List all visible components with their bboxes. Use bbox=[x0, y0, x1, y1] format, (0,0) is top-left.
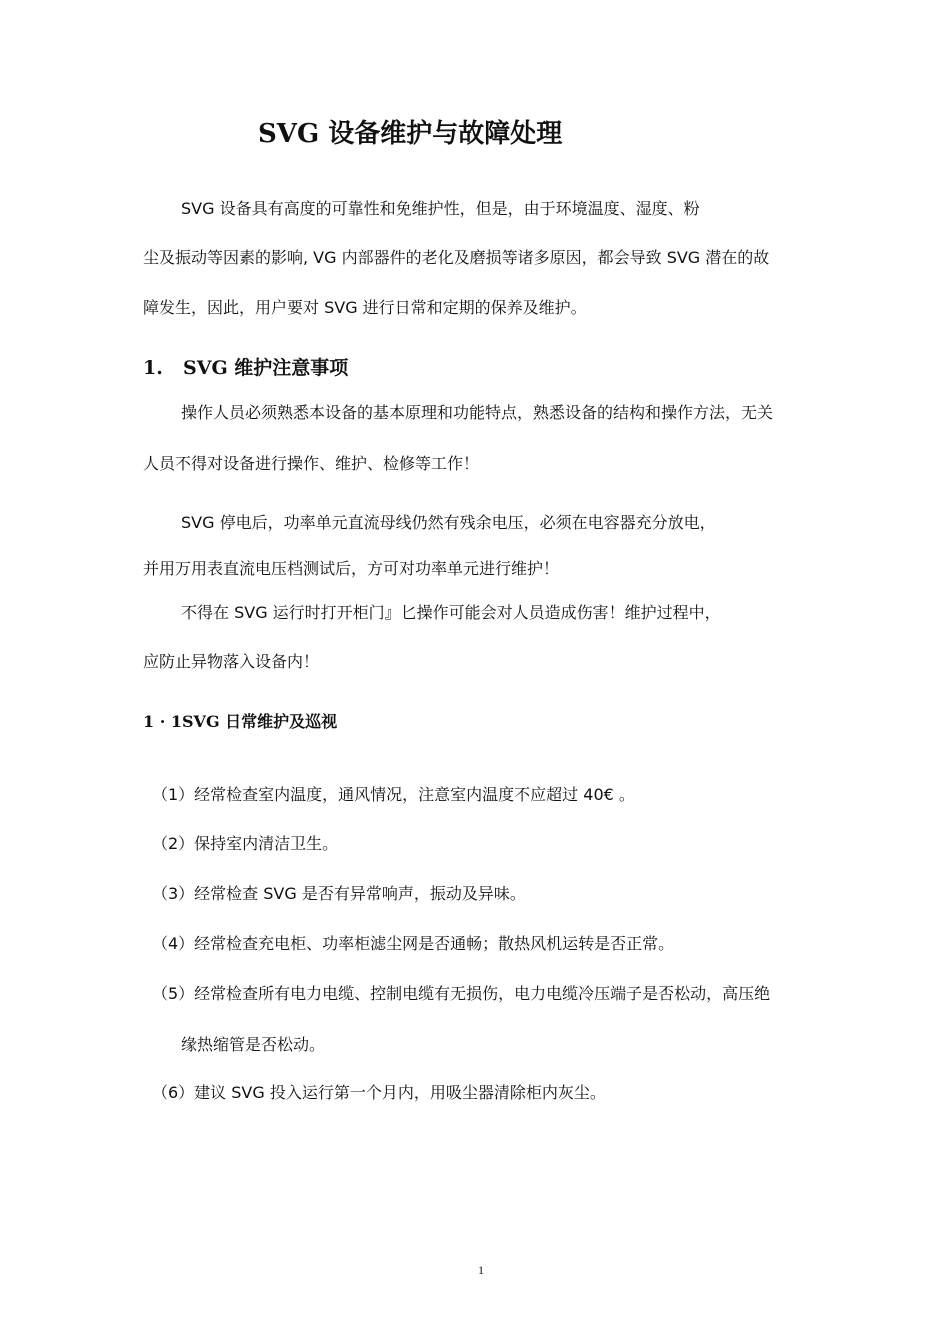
list-item: （2）保持室内清洁卫生。 bbox=[152, 834, 339, 853]
section-1-1-heading: 1 · 1SVG 日常维护及巡视 bbox=[143, 712, 338, 731]
intro-line-1: SVG 设备具有高度的可靠性和免维护性，但是，由于环境温度、湿度、粉 bbox=[181, 199, 700, 218]
section-1-number: 1. bbox=[143, 357, 163, 379]
list-item: （4）经常检查充电柜、功率柜滤尘网是否通畅；散热风机运转是否正常。 bbox=[152, 934, 675, 953]
section-1-paragraph-3-line-2: 应防止异物落入设备内！ bbox=[143, 652, 320, 671]
page-number: 1 bbox=[478, 1263, 484, 1277]
section-1-paragraph-2-line-2: 并用万用表直流电压档测试后，方可对功率单元进行维护！ bbox=[143, 559, 560, 578]
intro-line-3: 障发生，因此，用户要对 SVG 进行日常和定期的保养及维护。 bbox=[143, 298, 587, 317]
section-1-title: SVG 维护注意事项 bbox=[183, 357, 349, 379]
list-item: （1）经常检查室内温度，通风情况，注意室内温度不应超过 40€ 。 bbox=[152, 785, 635, 804]
section-1-paragraph-1-line-1: 操作人员必须熟悉本设备的基本原理和功能特点，熟悉设备的结构和操作方法，无关 bbox=[181, 403, 774, 422]
list-item: （5）经常检查所有电力电缆、控制电缆有无损伤，电力电缆冷压端子是否松动，高压绝 bbox=[152, 984, 771, 1003]
intro-line-2: 尘及振动等因素的影响, VG 内部器件的老化及磨损等诸多原因，都会导致 SVG 潜在的故 bbox=[143, 248, 770, 267]
section-1-paragraph-1-line-2: 人员不得对设备进行操作、维护、检修等工作！ bbox=[143, 454, 480, 473]
list-item-continuation: 缘热缩管是否松动。 bbox=[181, 1035, 326, 1054]
list-item: （6）建议 SVG 投入运行第一个月内，用吸尘器清除柜内灰尘。 bbox=[152, 1083, 606, 1102]
page-title: SVG 设备维护与故障处理 bbox=[258, 119, 563, 149]
section-1-paragraph-2-line-1: SVG 停电后，功率单元直流母线仍然有残余电压，必须在电容器充分放电， bbox=[181, 513, 716, 532]
section-1-heading bbox=[143, 354, 348, 382]
section-1-paragraph-3-line-1: 不得在 SVG 运行时打开柜门』匕操作可能会对人员造成伤害！维护过程中， bbox=[181, 603, 721, 622]
list-item: （3）经常检查 SVG 是否有异常响声，振动及异味。 bbox=[152, 884, 526, 903]
